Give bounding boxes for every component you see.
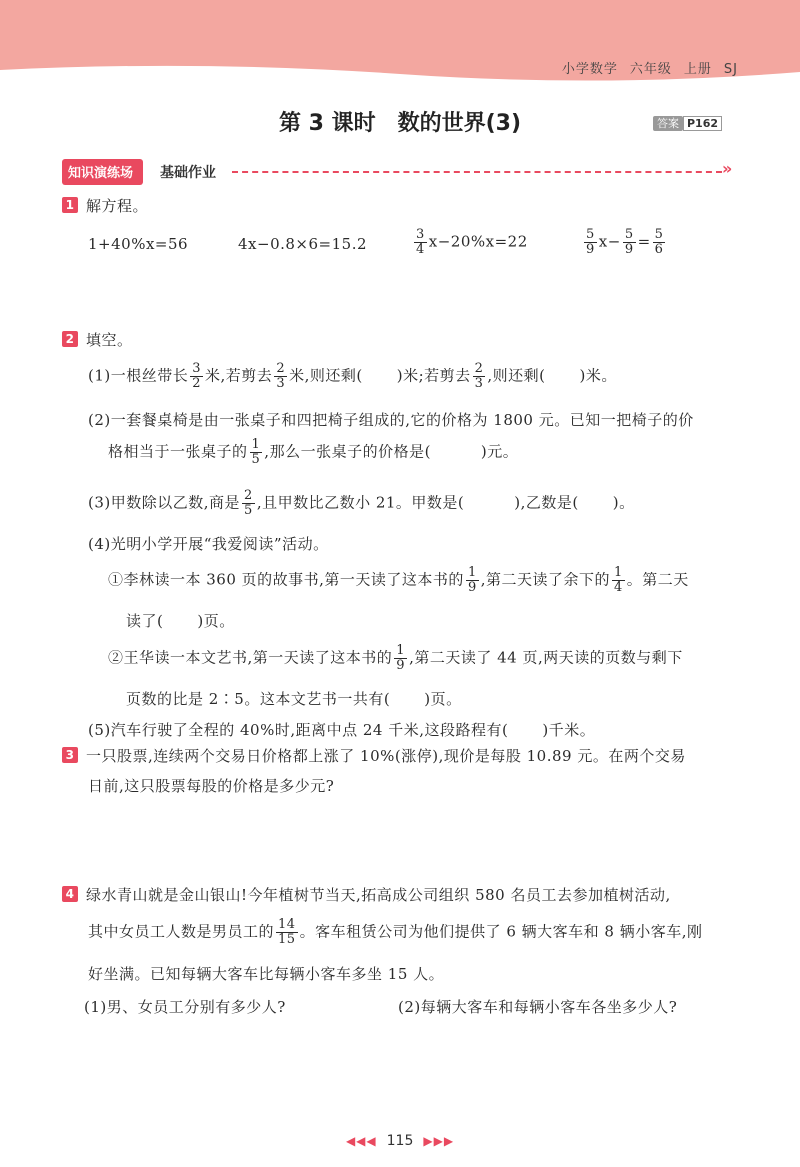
question-3-line-1: 3 一只股票,连续两个交易日价格都上涨了 10%(涨停),现价是每股 10.89 元。在两个交易	[62, 745, 686, 766]
question-1-heading	[62, 195, 148, 216]
question-4-sub-1: (1)男、女员工分别有多少人?	[84, 998, 286, 1016]
double-arrow-icon: »	[722, 159, 733, 178]
fraction: $\frac{3}{4}$	[416, 227, 425, 257]
right-arrows-icon: ▶▶▶	[423, 1134, 455, 1148]
question-2-heading	[62, 329, 133, 350]
equation-1: 1+40%x=56	[88, 235, 189, 253]
section-divider	[232, 171, 722, 173]
q2-item-2-line-1: (2)一套餐桌椅是由一张桌子和四把椅子组成的,它的价格为 1800 元。已知一把椅子的价	[88, 411, 694, 429]
question-1-prompt: 解方程。	[86, 197, 149, 215]
question-4-line-1: 4 绿水青山就是金山银山!今年植树节当天,拓高成公司组织 580 名员工去参加植树活动,	[62, 884, 671, 905]
question-number-badge: 2	[62, 331, 78, 347]
lesson-number: 第 3 课时	[278, 111, 376, 136]
question-number-badge: 1	[62, 197, 78, 213]
page-number: 115	[386, 1133, 414, 1149]
section-bar	[62, 159, 742, 183]
question-number-badge: 3	[62, 747, 78, 763]
question-2-prompt: 填空。	[86, 331, 133, 349]
question-4-line-3: 好坐满。已知每辆大客车比每辆小客车多坐 15 人。	[88, 965, 445, 983]
q2-item-5: (5)汽车行驶了全程的 40%时,距离中点 24 千米,这段路程有( )千米。	[88, 721, 596, 739]
section-tag: 知识演练场	[62, 159, 143, 185]
book-series	[550, 58, 738, 77]
q2-item-4a-line-1: ①李林读一本 360 页的故事书,第一天读了这本书的 $\frac{1}{9}$ ,第二天读了余下的 $\frac{1}{4}$ 。第二天	[108, 565, 689, 595]
answer-reference	[653, 115, 722, 131]
page-footer	[0, 1133, 800, 1149]
answer-label: 答案	[653, 116, 683, 131]
fraction: $\frac{5}{9}$	[624, 227, 634, 257]
q2-item-2-line-2: 格相当于一张桌子的 $\frac{1}{5}$ ,那么一张桌子的价格是( )元。	[108, 437, 519, 467]
series-subject: 小学数学	[561, 62, 618, 77]
answer-page: P162	[683, 116, 722, 131]
fraction: $\frac{5}{6}$	[654, 227, 664, 257]
equation-2: 4x−0.8×6=15.2	[238, 235, 368, 253]
equation-4: $\frac{5}{9}$ x− $\frac{5}{9}$ = $\frac{5}{6}$	[586, 227, 664, 257]
q2-item-4a-line-2: 读了( )页。	[126, 612, 235, 630]
q2-item-4b-line-2: 页数的比是 2∶5。这本文艺书一共有( )页。	[126, 690, 462, 708]
equation-3: $\frac{3}{4}$ x−20%x=22	[416, 227, 528, 257]
series-edition: SJ	[723, 62, 738, 77]
series-volume: 上册	[683, 62, 712, 77]
question-3-line-2: 日前,这只股票每股的价格是多少元?	[88, 777, 335, 795]
question-4-line-2: 其中女员工人数是男员工的 $\frac{14}{15}$ 。客车租赁公司为他们提供了 6 辆大客车和 8 辆小客车,刚	[88, 917, 703, 947]
section-subtitle: 基础作业	[160, 165, 216, 181]
question-number-badge: 4	[62, 886, 78, 902]
fraction: $\frac{5}{9}$	[586, 227, 595, 257]
lesson-title: 数的世界(3)	[397, 111, 522, 136]
q2-item-4b-line-1: ②王华读一本文艺书,第一天读了这本书的 $\frac{1}{9}$ ,第二天读了 44 页,两天读的页数与剩下	[108, 643, 683, 673]
question-4-sub-2: (2)每辆大客车和每辆小客车各坐多少人?	[398, 998, 678, 1016]
left-arrows-icon: ◀◀◀	[345, 1134, 377, 1148]
q2-item-1: (1)一根丝带长 $\frac{3}{2}$ 米,若剪去 $\frac{2}{3}$ 米,则还剩( )米;若剪去 $\frac{2}{3}$ ,则还剩( )米。	[88, 361, 617, 391]
series-grade: 六年级	[629, 62, 672, 77]
q2-item-4: (4)光明小学开展“我爱阅读”活动。	[88, 535, 329, 553]
q2-item-3: (3)甲数除以乙数,商是 $\frac{2}{5}$ ,且甲数比乙数小 21。甲数是( ),乙数是( )。	[88, 488, 635, 518]
